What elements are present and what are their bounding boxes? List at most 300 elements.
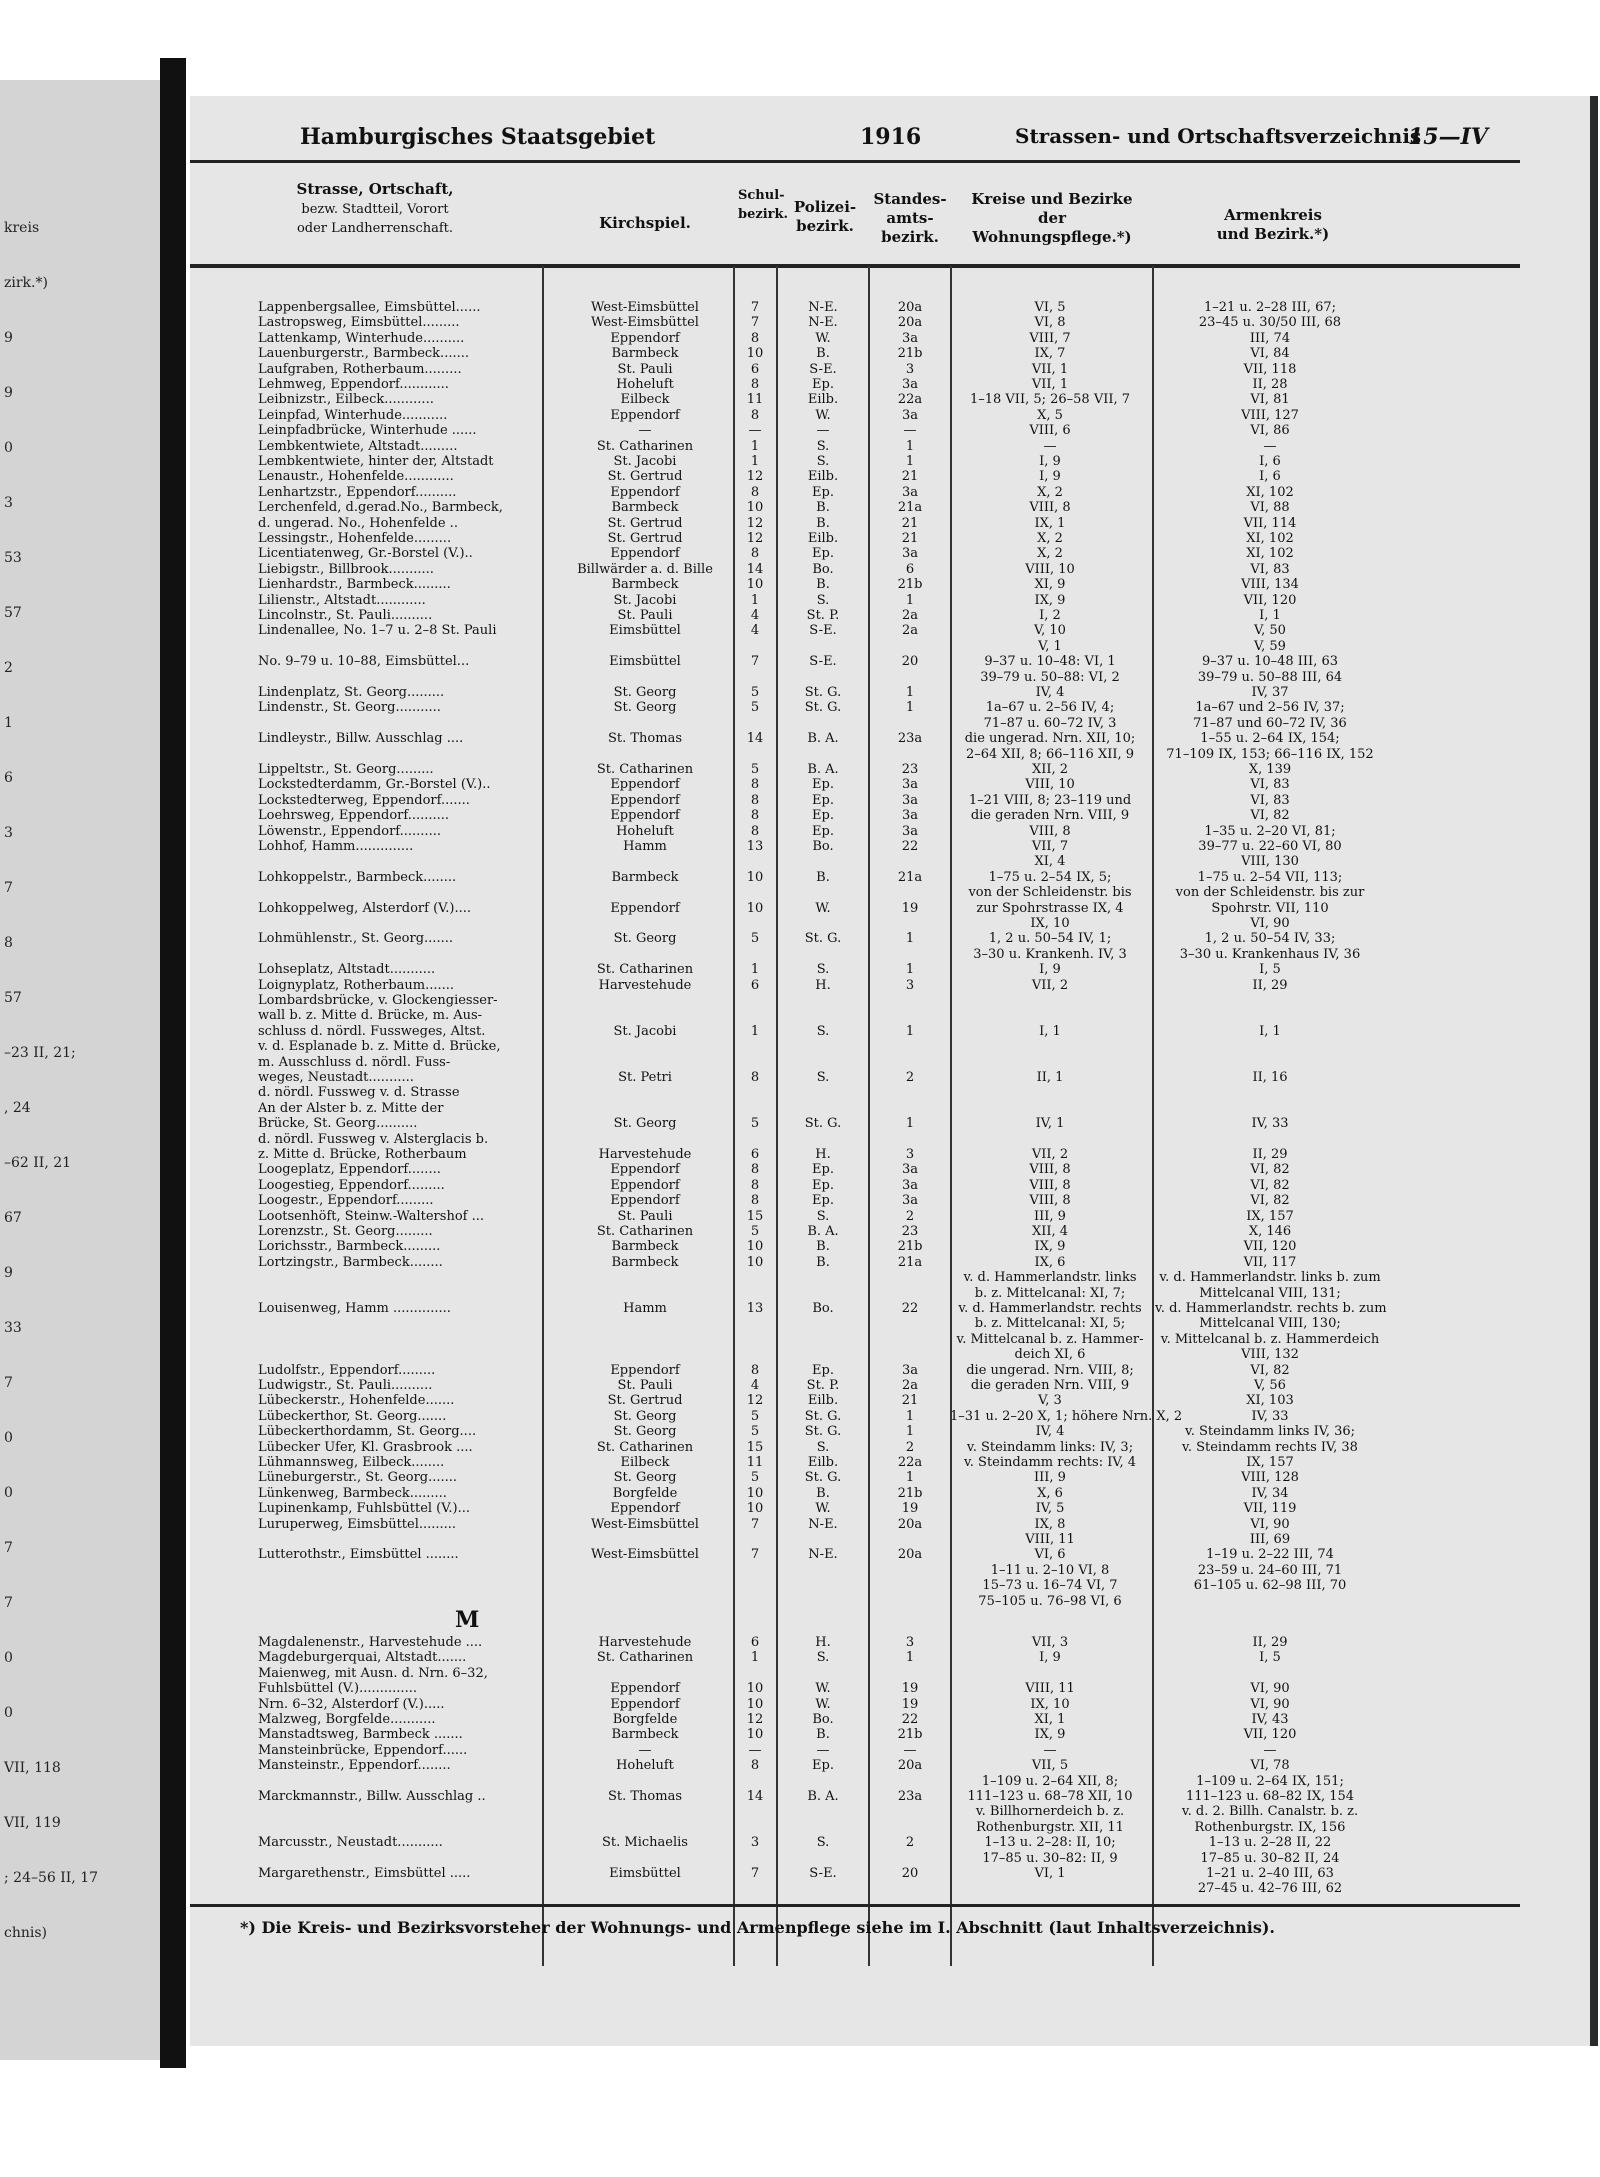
cell-kreise: 17–85 u. 30–82: II, 9 <box>982 1850 1118 1866</box>
cell-kreise: VIII, 10 <box>1025 777 1075 793</box>
cell-standesamt: — <box>903 1742 917 1758</box>
cell-kreise: 1–18 VII, 5; 26–58 VII, 7 <box>969 392 1131 408</box>
footnote: *) Die Kreis- und Bezirksvorsteher der Wohnungs- und Armenpflege siehe im I. Abschnitt (laut Inhaltsverzeichnis). <box>240 1918 1275 1937</box>
cell-armenkreis: II, 29 <box>1252 977 1288 993</box>
left-page-text: VII, 118 <box>4 1760 61 1776</box>
table-row <box>190 639 1590 654</box>
cell-strasse: Lauenburgerstr., Barmbeck....... <box>258 346 469 362</box>
cell-strasse: Lindenstr., St. Georg........... <box>258 700 441 716</box>
cell-kreise: VII, 1 <box>1031 377 1069 392</box>
cell-armenkreis: 1–13 u. 2–28 II, 22 <box>1208 1835 1332 1851</box>
cell-standesamt: 21b <box>897 1727 923 1743</box>
cell-strasse: Leibnizstr., Eilbeck............ <box>258 392 434 408</box>
cell-strasse: Lübeckerthordamm, St. Georg.... <box>258 1424 477 1440</box>
cell-kreise: I, 9 <box>1039 962 1061 978</box>
cell-strasse: Licentiatenweg, Gr.-Borstel (V.).. <box>258 546 473 562</box>
table-row <box>190 808 1590 823</box>
cell-standesamt: 3a <box>901 1177 919 1193</box>
cell-schulbezirk: 1 <box>750 454 760 469</box>
cell-strasse: Lünkenweg, Barmbeck......... <box>258 1485 447 1501</box>
cell-schulbezirk: 8 <box>750 808 760 824</box>
cell-armenkreis: V, 56 <box>1254 1378 1286 1393</box>
col-head-kirchspiel: Kirchspiel. <box>599 214 691 232</box>
cell-kirchspiel: Barmbeck <box>611 1727 679 1743</box>
cell-schulbezirk: 14 <box>746 1789 764 1804</box>
cell-armenkreis: VII, 120 <box>1243 1239 1297 1255</box>
cell-polizeibezirk: H. <box>815 977 831 993</box>
table-row <box>190 1486 1590 1501</box>
cell-polizeibezirk: St. P. <box>806 608 840 623</box>
cell-polizeibezirk: N-E. <box>808 1547 838 1563</box>
table-row <box>190 870 1590 885</box>
table-row <box>190 1501 1590 1516</box>
left-page-text: –62 II, 21 <box>4 1155 72 1171</box>
table-row <box>190 947 1590 962</box>
cell-kreise: I, 9 <box>1039 1650 1061 1666</box>
cell-armenkreis: 17–85 u. 30–82 II, 24 <box>1200 1850 1340 1866</box>
cell-kreise: IX, 1 <box>1034 515 1066 531</box>
cell-standesamt: 1 <box>905 700 915 716</box>
table-row <box>190 1712 1590 1727</box>
cell-kreise: IV, 1 <box>1035 1116 1065 1132</box>
cell-schulbezirk: 7 <box>750 1516 760 1532</box>
table-row <box>190 1024 1590 1039</box>
cell-strasse: Louisenweg, Hamm .............. <box>258 1301 451 1316</box>
cell-armenkreis: IX, 157 <box>1246 1208 1294 1224</box>
cell-schulbezirk: 13 <box>746 839 764 854</box>
cell-polizeibezirk: Bo. <box>812 561 834 577</box>
cell-armenkreis: VI, 83 <box>1250 777 1290 793</box>
cell-kirchspiel: Barmbeck <box>611 346 679 362</box>
cell-kirchspiel: — <box>638 1742 652 1758</box>
cell-schulbezirk: 10 <box>746 869 764 885</box>
cell-kirchspiel: Eilbeck <box>620 392 670 408</box>
cell-kirchspiel: Hamm <box>623 1301 667 1316</box>
cell-standesamt: 2 <box>905 1439 915 1455</box>
cell-strasse: m. Ausschluss d. nördl. Fuss- <box>258 1054 451 1070</box>
cell-schulbezirk: 10 <box>746 1485 764 1501</box>
cell-kreise: IX, 9 <box>1034 592 1066 608</box>
cell-armenkreis: VIII, 127 <box>1241 407 1299 423</box>
cell-schulbezirk: 12 <box>746 1393 764 1409</box>
cell-polizeibezirk: St. G. <box>804 1116 842 1132</box>
table-row <box>190 1147 1590 1162</box>
left-page-text: , 24 <box>4 1100 31 1116</box>
cell-schulbezirk: 10 <box>746 1501 764 1517</box>
cell-strasse: wall b. z. Mitte d. Brücke, m. Aus- <box>258 1008 483 1024</box>
cell-armenkreis: 1–35 u. 2–20 VI, 81; <box>1204 823 1336 839</box>
cell-polizeibezirk: N-E. <box>808 315 838 331</box>
cell-schulbezirk: 8 <box>750 330 760 346</box>
cell-strasse: Lühmannsweg, Eilbeck........ <box>258 1455 445 1470</box>
cell-standesamt: 22 <box>901 1712 919 1727</box>
cell-kreise: v. Steindamm rechts: IV, 4 <box>963 1455 1137 1470</box>
cell-kreise: VIII, 8 <box>1029 1193 1071 1209</box>
cell-kreise: 1, 2 u. 50–54 IV, 1; <box>988 931 1112 947</box>
cell-strasse: Malzweg, Borgfelde........... <box>258 1712 436 1727</box>
cell-strasse: Lombardsbrücke, v. Glockengiesser- <box>258 993 498 1008</box>
cell-strasse: Mansteinbrücke, Eppendorf...... <box>258 1742 468 1758</box>
cell-polizeibezirk: B. <box>816 515 830 531</box>
cell-armenkreis: v. Steindamm links IV, 36; <box>1184 1424 1356 1440</box>
cell-polizeibezirk: B. A. <box>807 1224 839 1239</box>
cell-strasse: Manstadtsweg, Barmbeck ....... <box>258 1727 463 1743</box>
table-row <box>190 1286 1590 1301</box>
table-row <box>190 839 1590 854</box>
cell-armenkreis: 71–109 IX, 153; 66–116 IX, 152 <box>1166 746 1374 762</box>
cell-standesamt: 2a <box>901 608 919 623</box>
cell-armenkreis: Spohrstr. VII, 110 <box>1211 900 1329 916</box>
cell-kreise: XII, 2 <box>1031 762 1069 777</box>
table-row <box>190 1789 1590 1804</box>
cell-schulbezirk: 8 <box>750 1177 760 1193</box>
cell-schulbezirk: 1 <box>750 1023 760 1039</box>
cell-kreise: zur Spohrstrasse IX, 4 <box>976 900 1124 916</box>
cell-armenkreis: I, 5 <box>1259 962 1281 978</box>
cell-standesamt: 3 <box>905 977 915 993</box>
cell-schulbezirk: 8 <box>750 484 760 500</box>
table-row <box>190 1697 1590 1712</box>
table-row <box>190 1055 1590 1070</box>
table-row <box>190 1378 1590 1393</box>
cell-kreise: IX, 7 <box>1034 346 1066 362</box>
table-row <box>190 1008 1590 1023</box>
cell-standesamt: 23a <box>897 1789 923 1804</box>
cell-kirchspiel: St. Catharinen <box>596 962 694 978</box>
cell-standesamt: 1 <box>905 685 915 700</box>
cell-standesamt: 1 <box>905 1116 915 1132</box>
cell-polizeibezirk: St. G. <box>804 1408 842 1424</box>
cell-polizeibezirk: H. <box>815 1147 831 1162</box>
cell-strasse: Ludolfstr., Eppendorf......... <box>258 1362 436 1378</box>
cell-kirchspiel: Harvestehude <box>598 1635 692 1650</box>
table-row <box>190 1851 1590 1866</box>
cell-armenkreis: VI, 83 <box>1250 792 1290 808</box>
cell-kreise: — <box>1043 1742 1057 1758</box>
table-row <box>190 500 1590 515</box>
cell-kirchspiel: Borgfelde <box>612 1712 678 1727</box>
cell-armenkreis: Mittelcanal VIII, 130; <box>1199 1316 1341 1332</box>
cell-armenkreis: V, 59 <box>1254 638 1286 654</box>
cell-kirchspiel: Barmbeck <box>611 577 679 593</box>
cell-strasse: Lockstedterdamm, Gr.-Borstel (V.).. <box>258 777 491 793</box>
cell-armenkreis: VI, 78 <box>1250 1758 1290 1774</box>
cell-kreise: 75–105 u. 76–98 VI, 6 <box>978 1593 1122 1609</box>
cell-standesamt: 1 <box>905 1470 915 1486</box>
cell-kirchspiel: St. Pauli <box>617 608 673 623</box>
cell-kreise: 1a–67 u. 2–56 IV, 4; <box>985 700 1115 716</box>
table-row <box>190 1347 1590 1362</box>
cell-schulbezirk: 11 <box>746 392 764 408</box>
cell-polizeibezirk: Ep. <box>812 484 834 500</box>
table-row <box>190 1517 1590 1532</box>
cell-strasse: Lembkentwiete, Altstadt......... <box>258 438 458 454</box>
cell-kirchspiel: St. Pauli <box>617 1378 673 1393</box>
cell-schulbezirk: 1 <box>750 592 760 608</box>
cell-polizeibezirk: W. <box>815 1681 831 1697</box>
cell-armenkreis: v. d. Hammerlandstr. rechts b. zum <box>1155 1301 1387 1316</box>
cell-standesamt: 2 <box>905 1208 915 1224</box>
cell-standesamt: 3a <box>901 484 919 500</box>
cell-schulbezirk: 4 <box>750 1378 760 1393</box>
cell-strasse: Lindenallee, No. 1–7 u. 2–8 St. Pauli <box>258 623 497 639</box>
cell-kirchspiel: St. Catharinen <box>596 1650 694 1666</box>
cell-polizeibezirk: W. <box>815 330 831 346</box>
cell-standesamt: 21a <box>897 869 923 885</box>
cell-strasse: Lohkoppelstr., Barmbeck........ <box>258 869 457 885</box>
table-row <box>190 531 1590 546</box>
cell-polizeibezirk: S. <box>816 592 830 608</box>
cell-kirchspiel: Eppendorf <box>610 330 680 346</box>
cell-strasse: Magdeburgerquai, Altstadt....... <box>258 1650 467 1666</box>
footnote-rule <box>190 1904 1520 1907</box>
cell-armenkreis: VI, 82 <box>1250 1193 1290 1209</box>
cell-kreise: X, 2 <box>1037 546 1063 562</box>
cell-standesamt: 3a <box>901 407 919 423</box>
cell-armenkreis: 1, 2 u. 50–54 IV, 33; <box>1204 931 1336 947</box>
cell-kreise: VIII, 11 <box>1025 1532 1075 1547</box>
table-row <box>190 1681 1590 1696</box>
cell-standesamt: 19 <box>901 1501 919 1517</box>
table-row <box>190 1743 1590 1758</box>
cell-standesamt: 20a <box>897 300 923 315</box>
cell-kreise: 1–13 u. 2–28: II, 10; <box>984 1835 1116 1851</box>
cell-schulbezirk: 8 <box>750 1193 760 1209</box>
cell-strasse: schluss d. nördl. Fussweges, Altst. <box>258 1023 486 1039</box>
cell-schulbezirk: 8 <box>750 1070 760 1085</box>
section-letter-m: M <box>455 1607 480 1633</box>
cell-strasse: Loogeplatz, Eppendorf........ <box>258 1162 441 1178</box>
cell-kreise: IX, 10 <box>1030 1696 1070 1712</box>
cell-polizeibezirk: Bo. <box>812 1712 834 1727</box>
cell-kreise: VII, 2 <box>1031 1147 1069 1162</box>
header-rule <box>190 160 1520 163</box>
cell-kreise: VII, 7 <box>1031 839 1069 854</box>
cell-standesamt: 3 <box>905 1147 915 1162</box>
cell-strasse: Maienweg, mit Ausn. d. Nrn. 6–32, <box>258 1665 488 1681</box>
cell-kreise: 9–37 u. 10–48: VI, 1 <box>984 654 1116 670</box>
table-row <box>190 1116 1590 1131</box>
left-page-text: 57 <box>4 605 22 621</box>
cell-kirchspiel: St. Georg <box>613 700 677 716</box>
cell-armenkreis: VII, 120 <box>1243 1727 1297 1743</box>
cell-kreise: 2–64 XII, 8; 66–116 XII, 9 <box>965 746 1135 762</box>
cell-kreise: VII, 3 <box>1031 1635 1069 1650</box>
cell-polizeibezirk: Eilb. <box>807 1393 839 1409</box>
cell-armenkreis: VI, 88 <box>1250 500 1290 516</box>
col-head-strasse-sub: bezw. Stadtteil, Vorort oder Landherrenschaft. <box>296 202 454 236</box>
left-page-text: 67 <box>4 1210 22 1226</box>
cell-strasse: Lorichsstr., Barmbeck......... <box>258 1239 441 1255</box>
cell-armenkreis: von der Schleidenstr. bis zur <box>1175 885 1365 901</box>
table-row <box>190 593 1590 608</box>
table-row <box>190 916 1590 931</box>
cell-kirchspiel: Barmbeck <box>611 869 679 885</box>
cell-armenkreis: 61–105 u. 62–98 III, 70 <box>1193 1578 1347 1594</box>
cell-strasse: Lappenbergsallee, Eimsbüttel...... <box>258 300 481 315</box>
left-page-text: 7 <box>4 1540 13 1556</box>
cell-kirchspiel: West-Eimsbüttel <box>591 1547 699 1563</box>
cell-kreise: v. Billhornerdeich b. z. <box>975 1804 1125 1820</box>
table-row <box>190 423 1590 438</box>
cell-kirchspiel: Borgfelde <box>612 1485 678 1501</box>
cell-armenkreis: VIII, 132 <box>1241 1347 1299 1363</box>
cell-kirchspiel: Eppendorf <box>610 1501 680 1517</box>
cell-armenkreis: Rothenburgstr. IX, 156 <box>1194 1819 1346 1835</box>
cell-strasse: Lippeltstr., St. Georg......... <box>258 762 434 777</box>
cell-schulbezirk: 14 <box>746 731 764 747</box>
left-page-text: 9 <box>4 1265 13 1281</box>
cell-schulbezirk: 10 <box>746 346 764 362</box>
cell-armenkreis: VI, 90 <box>1250 916 1290 931</box>
cell-standesamt: 22a <box>897 392 923 408</box>
cell-standesamt: 3a <box>901 377 919 392</box>
left-page-text: 0 <box>4 1485 13 1501</box>
cell-armenkreis: VI, 90 <box>1250 1516 1290 1532</box>
cell-strasse: Lübeckerthor, St. Georg....... <box>258 1408 447 1424</box>
cell-kreise: I, 9 <box>1039 469 1061 485</box>
cell-kirchspiel: Barmbeck <box>611 1239 679 1255</box>
cell-strasse: Lohseplatz, Altstadt........... <box>258 962 436 978</box>
table-row <box>190 978 1590 993</box>
table-row <box>190 1039 1590 1054</box>
cell-standesamt: 22 <box>901 839 919 854</box>
cell-polizeibezirk: Ep. <box>812 823 834 839</box>
cell-strasse: Lutterothstr., Eimsbüttel ........ <box>258 1547 459 1563</box>
table-row <box>190 546 1590 561</box>
cell-polizeibezirk: B. <box>816 1485 830 1501</box>
cell-standesamt: 20 <box>901 1866 919 1881</box>
cell-armenkreis: I, 5 <box>1259 1650 1281 1666</box>
cell-polizeibezirk: S-E. <box>809 361 837 377</box>
table-row <box>190 1804 1590 1819</box>
left-page-text: 9 <box>4 385 13 401</box>
cell-polizeibezirk: Eilb. <box>807 1455 839 1470</box>
cell-schulbezirk: 5 <box>750 1116 760 1132</box>
cell-kreise: 39–79 u. 50–88: VI, 2 <box>980 669 1120 685</box>
cell-polizeibezirk: B. <box>816 346 830 362</box>
left-page-text: 7 <box>4 1375 13 1391</box>
table-row <box>190 1835 1590 1850</box>
table-row <box>190 1070 1590 1085</box>
col-head-standesamt: Standes- amts- bezirk. <box>873 190 947 246</box>
cell-kreise: V, 3 <box>1038 1393 1062 1409</box>
left-page-text: 7 <box>4 1595 13 1611</box>
cell-schulbezirk: 8 <box>750 792 760 808</box>
cell-kirchspiel: Hoheluft <box>616 377 674 392</box>
cell-kreise: X, 2 <box>1037 531 1063 546</box>
cell-kirchspiel: Harvestehude <box>598 977 692 993</box>
cell-kreise: I, 1 <box>1039 1023 1061 1039</box>
cell-polizeibezirk: St. G. <box>804 931 842 947</box>
table-row <box>190 1578 1590 1593</box>
cell-kirchspiel: Billwärder a. d. Bille <box>577 561 713 577</box>
cell-kirchspiel: Eppendorf <box>610 1362 680 1378</box>
cell-kirchspiel: Eppendorf <box>610 1162 680 1178</box>
cell-strasse: Lorenzstr., St. Georg......... <box>258 1224 433 1239</box>
cell-schulbezirk: 8 <box>750 377 760 392</box>
cell-standesamt: 20a <box>897 1547 923 1563</box>
cell-schulbezirk: 8 <box>750 546 760 562</box>
table-row <box>190 469 1590 484</box>
header-page-number: 15—IV <box>1408 124 1488 150</box>
cell-standesamt: 23a <box>897 731 923 747</box>
table-row <box>190 408 1590 423</box>
left-page-text: 3 <box>4 825 13 841</box>
cell-armenkreis: VII, 118 <box>1243 361 1297 377</box>
table-row <box>190 1393 1590 1408</box>
cell-standesamt: 1 <box>905 1424 915 1440</box>
cell-armenkreis: — <box>1263 438 1277 454</box>
cell-polizeibezirk: B. <box>816 1727 830 1743</box>
cell-armenkreis: 1–21 u. 2–28 III, 67; <box>1203 300 1337 315</box>
cell-schulbezirk: 1 <box>750 438 760 454</box>
cell-polizeibezirk: St. G. <box>804 1470 842 1486</box>
cell-standesamt: 23 <box>901 1224 919 1239</box>
cell-kreise: IV, 5 <box>1035 1501 1065 1517</box>
left-page-text: 33 <box>4 1320 22 1336</box>
cell-strasse: Magdalenenstr., Harvestehude .... <box>258 1635 483 1650</box>
cell-polizeibezirk: Ep. <box>812 1177 834 1193</box>
cell-schulbezirk: 10 <box>746 1727 764 1743</box>
table-row <box>190 608 1590 623</box>
table-row <box>190 1332 1590 1347</box>
cell-armenkreis: v. Mittelcanal b. z. Hammerdeich <box>1160 1331 1380 1347</box>
cell-standesamt: 20a <box>897 1516 923 1532</box>
cell-kreise: IX, 10 <box>1030 916 1070 931</box>
cell-polizeibezirk: B. A. <box>807 731 839 747</box>
cell-strasse: d. nördl. Fussweg v. Alsterglacis b. <box>258 1131 489 1147</box>
cell-polizeibezirk: Eilb. <box>807 469 839 485</box>
cell-kirchspiel: Barmbeck <box>611 500 679 516</box>
cell-standesamt: 21 <box>901 469 919 485</box>
cell-armenkreis: 1–55 u. 2–64 IX, 154; <box>1200 731 1340 747</box>
table-row <box>190 700 1590 715</box>
cell-kirchspiel: St. Thomas <box>607 1789 682 1804</box>
cell-armenkreis: II, 16 <box>1252 1070 1288 1085</box>
cell-kirchspiel: Eppendorf <box>610 777 680 793</box>
left-page-text: 53 <box>4 550 22 566</box>
cell-kirchspiel: Hamm <box>623 839 667 854</box>
cell-kreise: 1–109 u. 2–64 XII, 8; <box>981 1773 1119 1789</box>
cell-polizeibezirk: St. G. <box>804 685 842 700</box>
table-row <box>190 1132 1590 1147</box>
cell-strasse: Fuhlsbüttel (V.).............. <box>258 1681 417 1697</box>
cell-schulbezirk: 8 <box>750 1758 760 1774</box>
cell-armenkreis: VI, 90 <box>1250 1696 1290 1712</box>
cell-schulbezirk: 10 <box>746 577 764 593</box>
cell-kirchspiel: Eppendorf <box>610 792 680 808</box>
cell-standesamt: 22a <box>897 1455 923 1470</box>
table-row <box>190 516 1590 531</box>
cell-standesamt: 3a <box>901 792 919 808</box>
cell-kreise: V, 10 <box>1034 623 1066 639</box>
cell-polizeibezirk: Bo. <box>812 1301 834 1316</box>
cell-standesamt: 1 <box>905 1023 915 1039</box>
cell-polizeibezirk: H. <box>815 1635 831 1650</box>
cell-strasse: Lattenkamp, Winterhude.......... <box>258 330 465 346</box>
cell-armenkreis: 39–79 u. 50–88 III, 64 <box>1197 669 1343 685</box>
cell-kirchspiel: St. Georg <box>613 685 677 700</box>
table-row <box>190 824 1590 839</box>
cell-standesamt: 3 <box>905 361 915 377</box>
cell-kirchspiel: St. Petri <box>618 1070 672 1085</box>
cell-armenkreis: 71–87 und 60–72 IV, 36 <box>1193 715 1347 731</box>
header-title-right: Strassen- und Ortschaftsverzeichnis <box>1015 124 1422 148</box>
header-title-left: Hamburgisches Staatsgebiet <box>300 124 656 150</box>
cell-polizeibezirk: S. <box>816 962 830 978</box>
cell-kreise: VIII, 8 <box>1029 1177 1071 1193</box>
